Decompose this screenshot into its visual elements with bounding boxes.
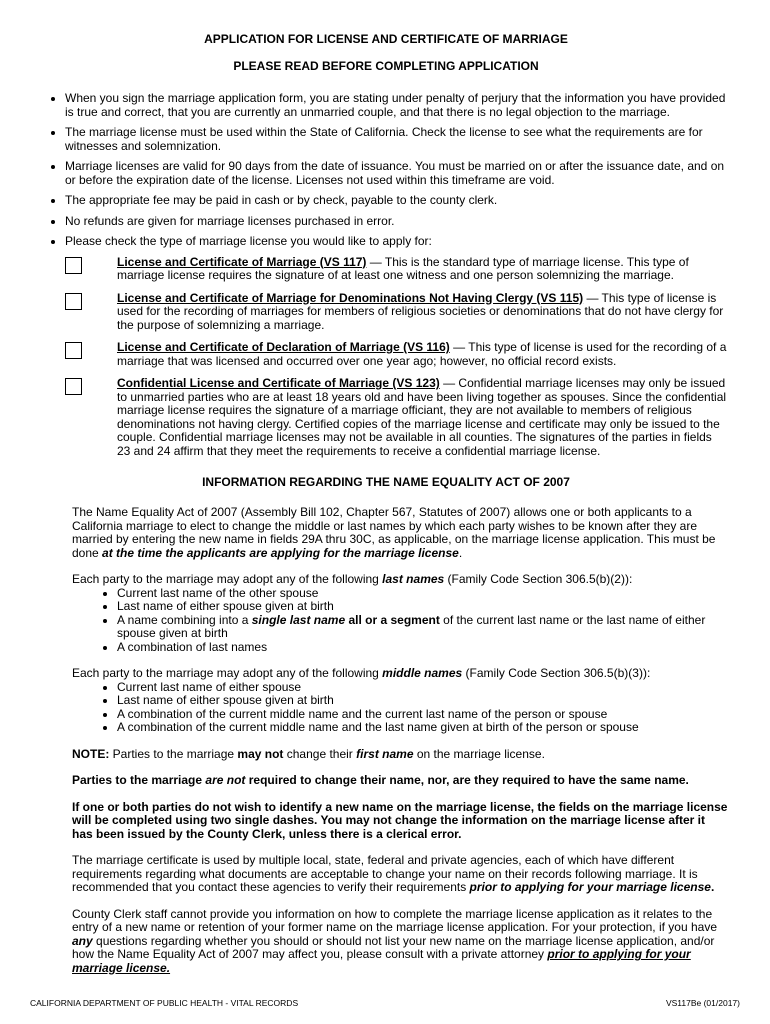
license-type-item xyxy=(65,341,728,368)
text-segment: License and Certificate of Declaration of Marriage (VS 116) xyxy=(117,340,450,354)
text-segment: No refunds are given for marriage licenses purchased in error. xyxy=(65,213,395,228)
license-type-item xyxy=(65,377,728,458)
last-name-option xyxy=(117,600,728,614)
text-segment: The marriage certificate is used by multiple local, state, federal and private agencies, each of which have different requirements regarding what documents are acceptable to change your name on their records following marriage. It is recommended that you contact these agencies to verify their requirements xyxy=(72,853,698,894)
name-equality-act-section xyxy=(72,506,728,975)
middle-name-option xyxy=(117,708,728,722)
instruction-bullet xyxy=(65,235,728,249)
text-segment: — This type of license is used for the recording of marriages for members of religious societies or denominations that do not have clergy for the purpose of solemnizing a marriage. xyxy=(117,290,724,332)
instruction-bullet xyxy=(65,126,728,153)
text-segment: — Confidential marriage licenses may only be issued to unmarried parties who are at least 18 years old and have been living together as spouses. Since the confidential marriage license requires the signature of a marriage officiant, they are not available to members of religious denominations not having clergy. Certified copies of the marriage license and certificate may only be issued to the couple. Confidential marriage licenses may not be available in all counties. The signatures of the parties in fields 23 and 24 affirm that they meet the requirements to receive a confidential marriage license. xyxy=(117,376,727,458)
text-segment: — This type of license is used for the recording of a marriage that was licensed and occurred over one year ago; however, no official record exists. xyxy=(117,340,727,368)
text-segment: last names xyxy=(382,572,445,586)
license-description-vs117 xyxy=(117,256,728,283)
page-footer xyxy=(30,998,740,1008)
checkbox-vs117[interactable] xyxy=(65,257,82,274)
text-segment: A combination of the current middle name and the last name given at birth of the person or spouse xyxy=(117,720,639,734)
middle-name-option xyxy=(117,681,728,695)
paragraph-county-clerk xyxy=(72,908,728,976)
text-segment: NOTE: xyxy=(72,746,110,761)
last-name-option xyxy=(117,641,728,655)
text-segment: change their xyxy=(283,746,357,761)
footer-department: CALIFORNIA DEPARTMENT OF PUBLIC HEALTH - VITAL RECORDS xyxy=(30,998,299,1008)
last-name-option xyxy=(117,587,728,601)
text-segment: at the time the applicants are applying for the marriage license xyxy=(102,545,459,560)
text-segment: — This is the standard type of marriage license. This type of marriage license requires the signature of at least one witness and one person solemnizing the marriage. xyxy=(117,254,689,282)
paragraph-last-names-lead xyxy=(72,573,728,587)
text-segment: Current last name of either spouse xyxy=(117,679,302,694)
text-segment: (Family Code Section 306.5(b)(2)): xyxy=(444,572,633,586)
text-segment: Confidential License and Certificate of Marriage (VS 123) xyxy=(117,376,440,390)
text-segment: When you sign the marriage application form, you are stating under penalty of perjury that the information you have provided is true and correct, that you are currently an unmarried couple, and that there is no legal objection to the marriage. xyxy=(65,91,726,119)
middle-name-option xyxy=(117,694,728,708)
text-segment: Marriage licenses are valid for 90 days from the date of issuance. You must be married on or after the issuance date, and on or before the expiration date of the license. Licenses not used within this timeframe are void. xyxy=(65,159,725,187)
text-segment: If one or both parties do not wish to identify a new name on the marriage license, the fields on the marriage license will be completed using two single dashes. You may not change the information on the marriage license after it has been issued by the County Clerk, unless there is a clerical error. xyxy=(72,799,728,841)
text-segment: of the current last name or the last name of either spouse given at birth xyxy=(117,612,706,640)
paragraph-agencies xyxy=(72,854,728,895)
text-segment: A combination of last names xyxy=(117,639,268,654)
paragraph-not-required xyxy=(72,774,728,788)
text-segment: may not xyxy=(237,746,284,761)
text-segment: County Clerk staff cannot provide you information on how to complete the marriage license application as it relates to the entry of a new name or retention of your former name on the marriage license application. For your protection, if you have xyxy=(72,906,717,934)
license-description-vs115 xyxy=(117,292,728,333)
name-equality-act-heading: INFORMATION REGARDING THE NAME EQUALITY ACT OF 2007 xyxy=(202,475,570,489)
text-segment: A combination of the current middle name and the current last name of the person or spouse xyxy=(117,706,608,721)
text-segment: License and Certificate of Marriage (VS 117) xyxy=(117,254,367,269)
paragraph-dashes-no-change xyxy=(72,801,728,842)
text-segment: all or a segment xyxy=(348,612,440,627)
text-segment: questions regarding whether you should or should not list your new name on the marriage license application, and/or how the Name Equality Act of 2007 may affect you, please consult with a private attorney xyxy=(72,933,715,961)
document-subtitle: PLEASE READ BEFORE COMPLETING APPLICATION xyxy=(233,59,539,73)
text-segment: prior to applying for your marriage license xyxy=(469,880,711,894)
text-segment: The marriage license must be used within the State of California. Check the license to see what the requirements are for witnesses and solemnization. xyxy=(65,125,703,153)
text-segment: Please check the type of marriage license you would like to apply for: xyxy=(65,234,432,248)
instruction-bullet xyxy=(65,215,728,229)
text-segment: . xyxy=(710,880,715,894)
text-segment: Current last name of the other spouse xyxy=(117,585,319,600)
text-segment: Parties to the marriage xyxy=(72,773,206,787)
footer-form-number: VS117Be (01/2017) xyxy=(665,998,740,1008)
license-description-vs116 xyxy=(117,341,728,368)
text-segment: any xyxy=(72,933,93,948)
document-title: APPLICATION FOR LICENSE AND CERTIFICATE OF MARRIAGE xyxy=(204,32,568,46)
paragraph-note-first-name xyxy=(72,748,728,762)
license-type-list xyxy=(65,256,728,459)
middle-name-option xyxy=(117,721,728,735)
text-segment: The Name Equality Act of 2007 (Assembly Bill 102, Chapter 567, Statutes of 2007) allows one or both applicants to a California marriage to elect to change the middle or last names by which each party wishes to be known after they are married by entering the new name in fields 29A thru 30C, as applicable, on the marriage license application. This must be done xyxy=(72,505,716,560)
license-description-vs123 xyxy=(117,377,728,458)
text-segment: . xyxy=(458,545,463,560)
text-segment: single last name xyxy=(251,612,346,627)
text-segment: are not xyxy=(205,773,246,787)
text-segment: License and Certificate of Marriage for Denominations Not Having Clergy (VS 115) xyxy=(117,290,584,305)
text-segment: Each party to the marriage may adopt any of the following xyxy=(72,666,383,680)
paragraph-name-act-intro xyxy=(72,506,728,560)
checkbox-vs115[interactable] xyxy=(65,293,82,310)
instruction-bullet xyxy=(65,160,728,187)
instructions-list xyxy=(44,92,728,249)
text-segment: prior to applying for your marriage license. xyxy=(72,947,691,975)
checkbox-vs123[interactable] xyxy=(65,378,82,395)
text-segment: Each party to the marriage may adopt any of the following xyxy=(72,572,383,586)
text-segment: middle names xyxy=(382,666,463,680)
text-segment: required to change their name, nor, are they required to have the same name. xyxy=(245,773,689,787)
text-segment: (Family Code Section 306.5(b)(3)): xyxy=(462,666,651,680)
text-segment: A name combining into a xyxy=(117,612,252,627)
license-type-item xyxy=(65,256,728,283)
last-name-option xyxy=(117,614,728,641)
text-segment: Last name of either spouse given at birth xyxy=(117,693,334,707)
text-segment: first name xyxy=(356,746,414,761)
text-segment: Last name of either spouse given at birth xyxy=(117,599,334,613)
license-type-item xyxy=(65,292,728,333)
paragraph-middle-names-lead xyxy=(72,667,728,681)
text-segment: The appropriate fee may be paid in cash or by check, payable to the county clerk. xyxy=(65,193,498,207)
text-segment: on the marriage license. xyxy=(413,746,545,761)
last-names-list xyxy=(72,587,728,655)
text-segment: Parties to the marriage xyxy=(109,746,238,761)
middle-names-list xyxy=(72,681,728,735)
checkbox-vs116[interactable] xyxy=(65,342,82,359)
instruction-bullet xyxy=(65,92,728,119)
instruction-bullet xyxy=(65,194,728,208)
